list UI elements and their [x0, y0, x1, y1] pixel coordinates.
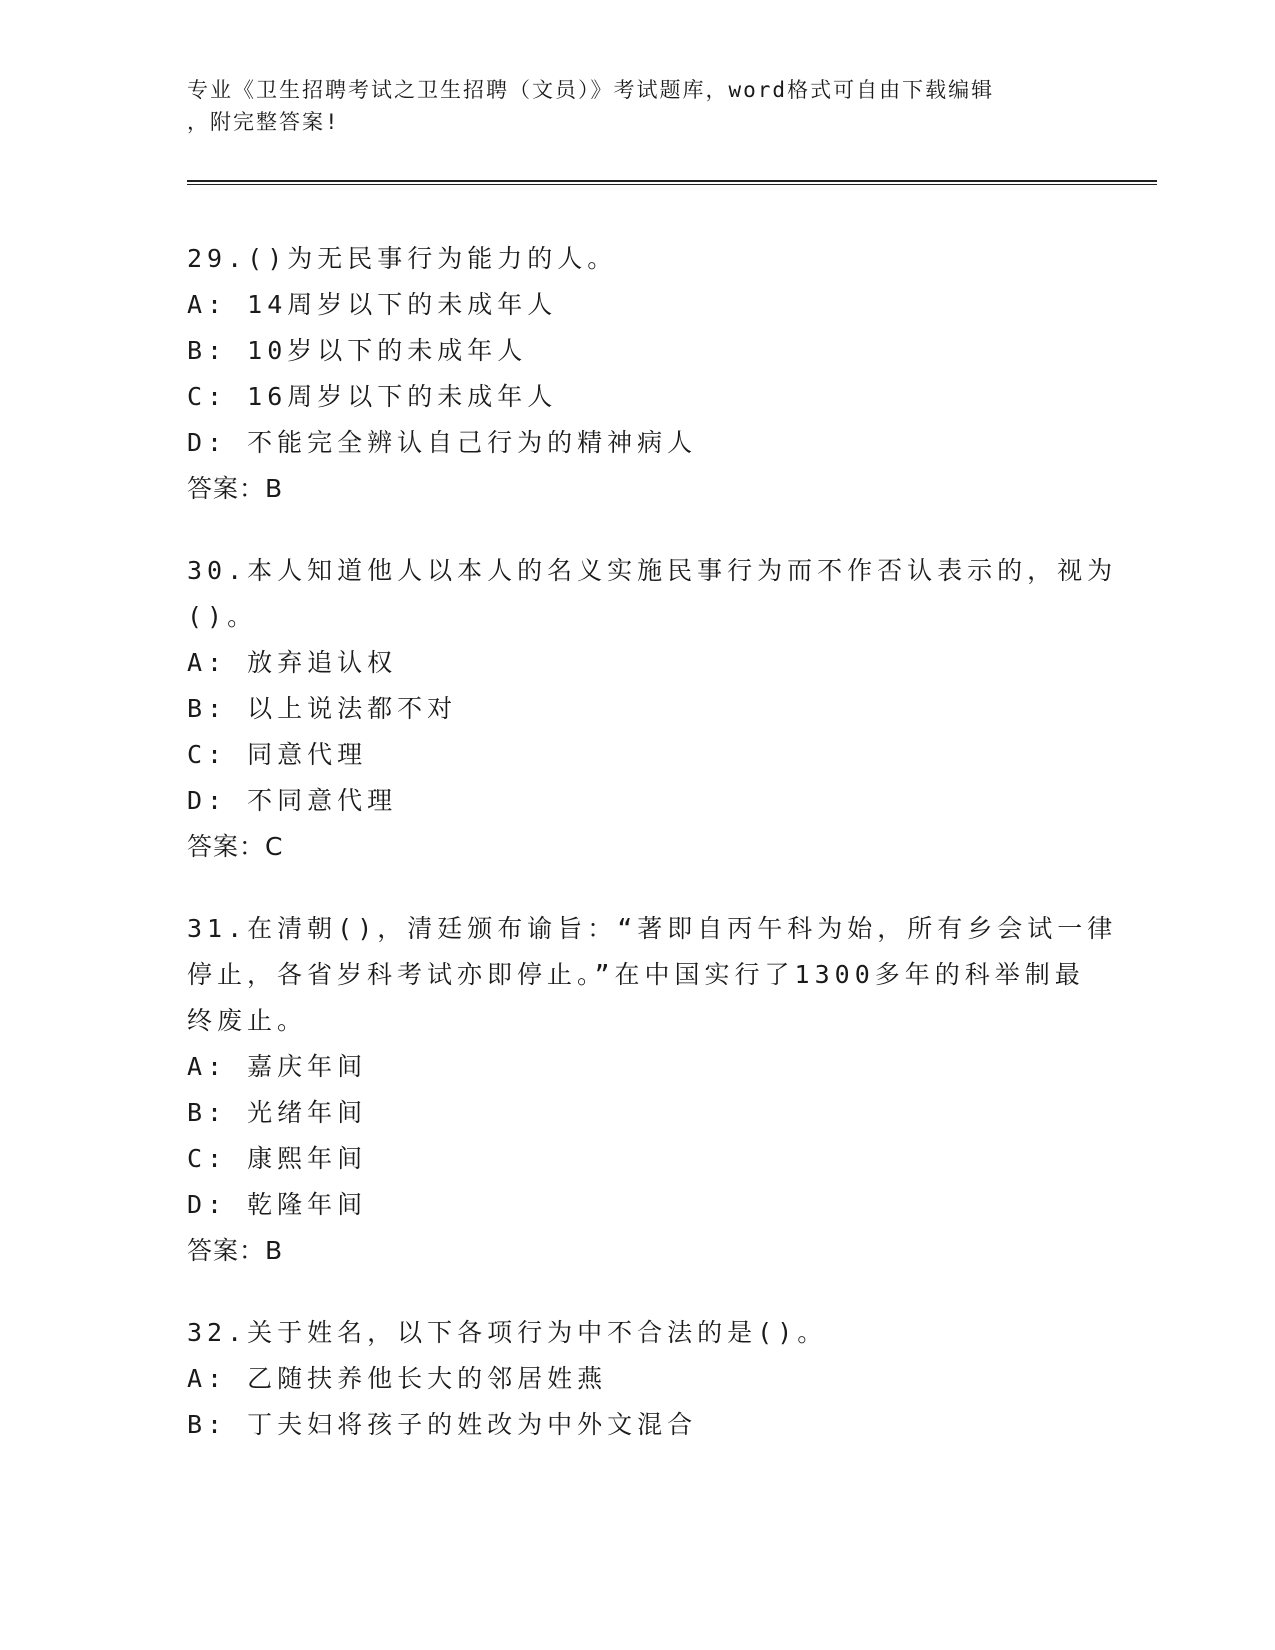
question-text-continued: ()。 [187, 602, 258, 631]
question-31 [187, 906, 1118, 1274]
option-a: A: 嘉庆年间 [187, 1052, 368, 1081]
option-d: D: 不能完全辨认自己行为的精神病人 [187, 428, 698, 457]
option-a: A: 14周岁以下的未成年人 [187, 290, 558, 319]
header-line-1: 专业《卫生招聘考试之卫生招聘（文员）》考试题库，word格式可自由下载编辑 [187, 78, 995, 102]
option-c: C: 康熙年间 [187, 1144, 368, 1173]
option-c: C: 同意代理 [187, 740, 368, 769]
question-text-continued: 停止，各省岁科考试亦即停止。”在中国实行了1300多年的科举制最 [187, 960, 1085, 989]
option-b: B: 以上说法都不对 [187, 694, 458, 723]
option-a: A: 乙随扶养他长大的邻居姓燕 [187, 1364, 608, 1393]
question-text: 31.在清朝()，清廷颁布谕旨：“著即自丙午科为始，所有乡会试一律 [187, 914, 1118, 943]
option-b: B: 丁夫妇将孩子的姓改为中外文混合 [187, 1410, 698, 1439]
answer-line: 答案：B [187, 474, 284, 503]
question-list [187, 236, 1118, 1484]
question-30 [187, 548, 1118, 870]
question-text: 32.关于姓名，以下各项行为中不合法的是()。 [187, 1318, 828, 1347]
question-text: 29.()为无民事行为能力的人。 [187, 244, 618, 273]
answer-line: 答案：C [187, 832, 284, 861]
option-d: D: 不同意代理 [187, 786, 398, 815]
option-c: C: 16周岁以下的未成年人 [187, 382, 558, 411]
question-text: 30.本人知道他人以本人的名义实施民事行为而不作否认表示的，视为 [187, 556, 1118, 585]
option-a: A: 放弃追认权 [187, 648, 398, 677]
question-32 [187, 1310, 1087, 1448]
option-b: B: 光绪年间 [187, 1098, 368, 1127]
header-divider [187, 180, 1157, 185]
option-b: B: 10岁以下的未成年人 [187, 336, 528, 365]
option-d: D: 乾隆年间 [187, 1190, 368, 1219]
document-header [187, 74, 1087, 138]
header-line-2: ，附完整答案! [187, 110, 340, 134]
question-text-continued: 终废止。 [187, 1006, 308, 1035]
question-29 [187, 236, 1087, 512]
answer-line: 答案：B [187, 1236, 284, 1265]
